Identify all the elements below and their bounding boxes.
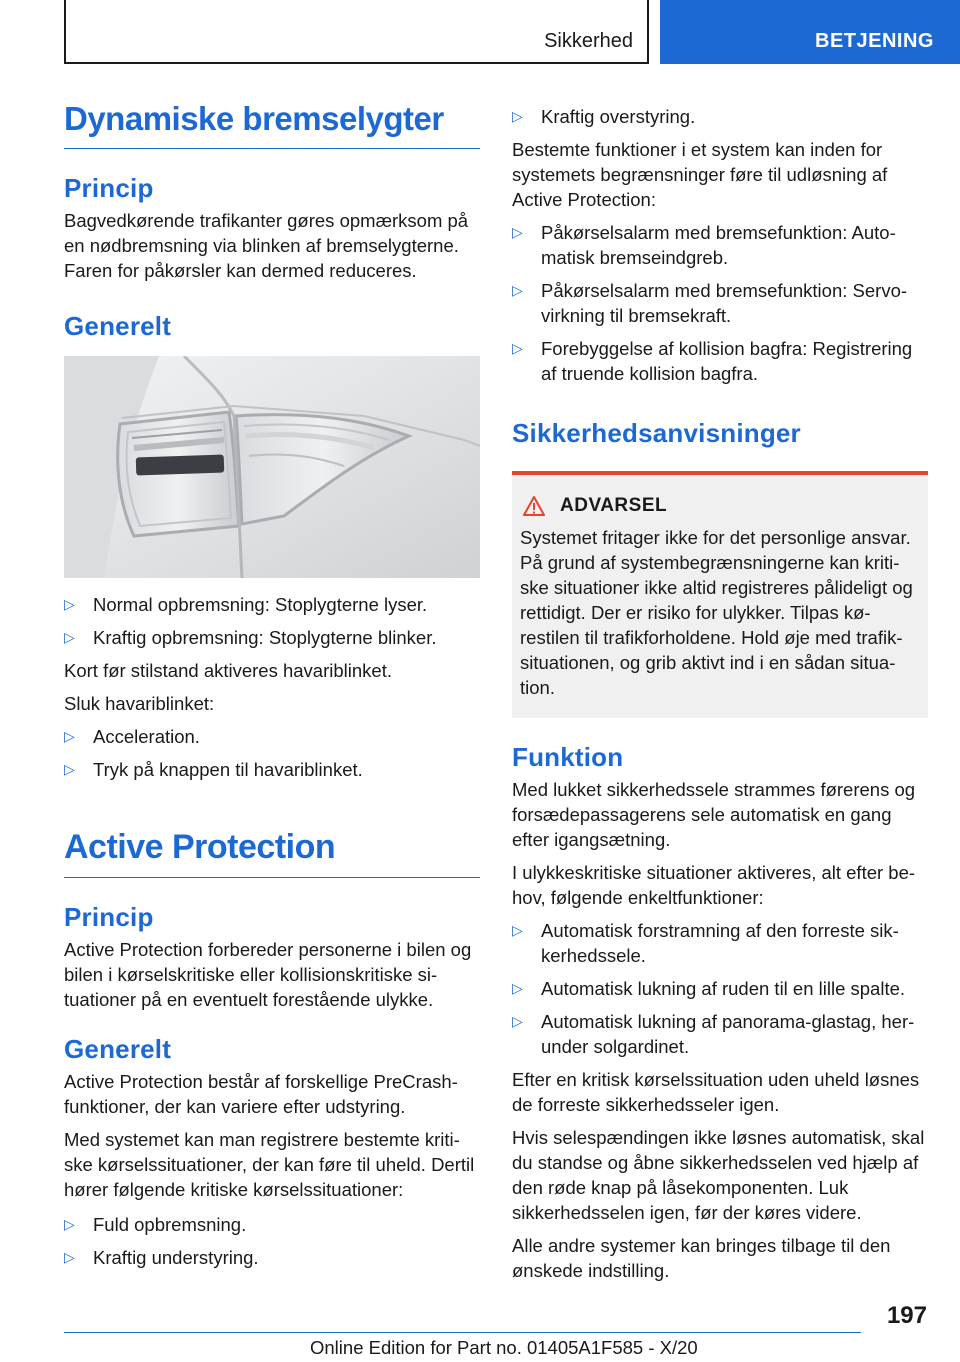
list-item: ▷ Forebyggelse af kollision bagfra: Registrering af truende kollision bagfra. (512, 338, 913, 384)
list-item: ▷ Automatisk forstramning af den forreste sikkerhedssele. (512, 920, 899, 966)
paragraph: Med systemet kan man registrere bestemte kritiske kørselssituationer, der kan føre til uheld. Dertil hører følgende kritiske kørselssituationer: (64, 1129, 475, 1200)
header-section-title: Sikkerhed (544, 30, 633, 52)
triangle-bullet-icon: ▷ (64, 596, 75, 612)
page-number: 197 (886, 1302, 927, 1329)
list-item: ▷ Normal opbremsning: Stoplygterne lyser. (64, 594, 428, 615)
heading-ap-generelt: Generelt (64, 1034, 172, 1064)
tail-light-illustration (64, 356, 480, 578)
paragraph: Efter en kritisk kørselssituation uden uheld løsnes de forreste sikkerhedsseler igen. (512, 1069, 920, 1115)
right-column (512, 104, 928, 1283)
triangle-bullet-icon: ▷ (512, 980, 523, 996)
paragraph: Hvis selespændingen ikke løsnes automatisk, skal du standse og åbne sikkerhedsselen ved hjælp af den røde knap på låsekomponenten. Luk sikkerhedsselen igen, før der køres videre. (512, 1127, 925, 1223)
heading-dynamiske-bremselygter: Dynamiske bremselygter (64, 100, 480, 149)
list-item: ▷ Påkørselsalarm med bremsefunktion: Automatisk bremseindgreb. (512, 222, 896, 268)
left-column (64, 100, 480, 1270)
heading-ap-princip: Princip (64, 902, 154, 932)
triangle-bullet-icon: ▷ (512, 224, 523, 240)
list-item: ▷ Tryk på knappen til havariblinket. (64, 759, 363, 780)
heading-princip: Princip (64, 173, 154, 203)
list-item: ▷ Kraftig opbremsning: Stoplygterne blinker. (64, 627, 437, 648)
tail-light-image (64, 356, 480, 578)
warning-triangle-icon (522, 495, 546, 517)
triangle-bullet-icon: ▷ (512, 340, 523, 356)
paragraph: Kort før stilstand aktiveres havariblinket. (64, 660, 392, 681)
paragraph: Alle andre systemer kan bringes tilbage til den ønskede indstilling. (512, 1235, 891, 1281)
footer-edition: Online Edition for Part no. 01405A1F585 - X/20 (310, 1337, 698, 1358)
paragraph: Bestemte funktioner i et system kan inden for systemets begrænsninger føre til udløsning af Active Protection: (512, 139, 888, 210)
list-item: ▷ Kraftig understyring. (64, 1247, 259, 1268)
triangle-bullet-icon: ▷ (512, 282, 523, 298)
heading-generelt: Generelt (64, 311, 172, 341)
paragraph: Sluk havariblinket: (64, 693, 215, 714)
heading-funktion: Funktion (512, 742, 624, 772)
heading-sikkerhedsanvisninger: Sikkerhedsanvisninger (512, 418, 801, 448)
warning-box (512, 471, 928, 718)
triangle-bullet-icon: ▷ (512, 108, 523, 124)
paragraph: Med lukket sikkerhedssele strammes førerens og forsædepassagerens sele automatisk en gang efter igangsætning. (512, 779, 916, 850)
list-item: ▷ Automatisk lukning af ruden til en lille spalte. (512, 978, 906, 999)
list-item: ▷ Fuld opbremsning. (64, 1214, 247, 1235)
paragraph-ap-princip: Active Protection forbereder personerne i bilen og bilen i kørselskritiske eller kollisionskritiske situationer på en eventuelt forestående ulykke. (64, 939, 472, 1010)
triangle-bullet-icon: ▷ (512, 1013, 523, 1029)
list-item: ▷ Påkørselsalarm med bremsefunktion: Servovirkning til bremsekraft. (512, 280, 908, 326)
header-chapter-box (660, 0, 960, 64)
triangle-bullet-icon: ▷ (64, 761, 75, 777)
heading-active-protection: Active Protection (64, 828, 480, 878)
triangle-bullet-icon: ▷ (64, 629, 75, 645)
paragraph-princip: Bagvedkørende trafikanter gøres opmærksom på en nødbremsning via blinken af bremselygterne. Faren for påkørsler kan dermed reduceres. (64, 210, 469, 281)
list-item: ▷ Automatisk lukning af panorama-glastag, herunder solgardinet. (512, 1011, 915, 1057)
triangle-bullet-icon: ▷ (512, 922, 523, 938)
paragraph: I ulykkeskritiske situationer aktiveres, alt efter behov, følgende enkeltfunktioner: (512, 862, 916, 908)
warning-title: ADVARSEL (520, 495, 920, 517)
list-item: ▷ Kraftig overstyring. (512, 106, 696, 127)
header-section-box (64, 0, 649, 64)
triangle-bullet-icon: ▷ (64, 1249, 75, 1265)
header-chapter-title: BETJENING (815, 30, 934, 52)
list-item: ▷ Acceleration. (64, 726, 200, 747)
footer-divider (64, 1332, 861, 1333)
warning-text: Systemet fritager ikke for det personlige ansvar. På grund af systembegrænsningerne kan kritiske situationer ikke altid registreres pålideligt og rettidigt. Der er risiko for ulykker. Tilpas kørestilen til trafikforholdene. Hold øje med trafiksituationen, og grib aktivt ind i en sådan situation. (520, 527, 913, 698)
paragraph: Active Protection består af forskellige PreCrash-funktioner, der kan variere efter udstyring. (64, 1071, 458, 1117)
triangle-bullet-icon: ▷ (64, 1216, 75, 1232)
triangle-bullet-icon: ▷ (64, 728, 75, 744)
